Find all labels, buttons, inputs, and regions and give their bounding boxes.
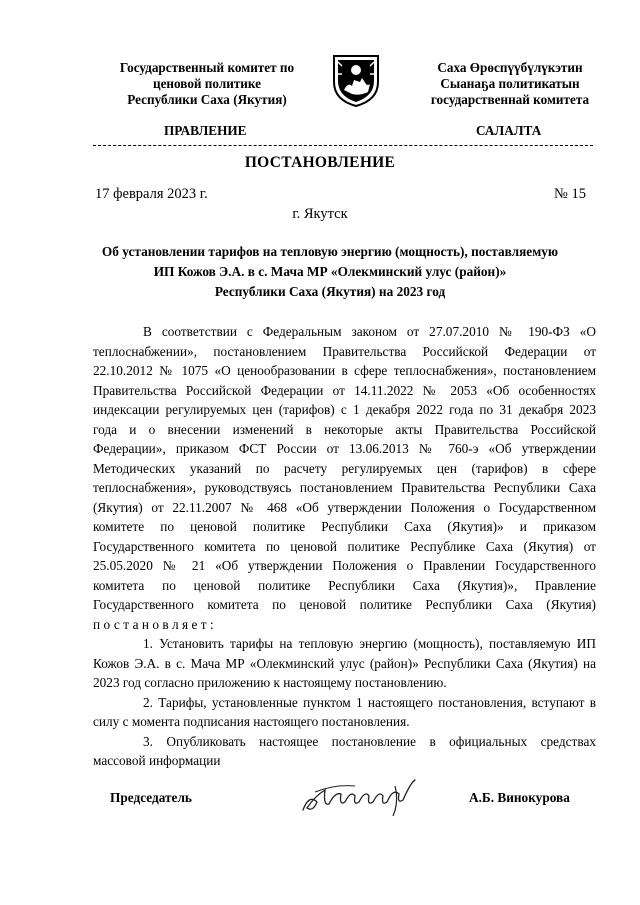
header-left-line: ценовой политике: [152, 76, 262, 91]
body-line: Государственного комитета по ценовой политике Республики Саха (Якутия): [93, 597, 596, 612]
header-right-org: [420, 60, 600, 108]
body-line: Методических указаний по расчету регулируемых цен (тарифов) в сфере: [93, 460, 596, 476]
document-body: [93, 322, 596, 771]
document-number: № 15: [554, 186, 586, 202]
body-line: Государственного комитета по ценовой политике Республике Саха (Якутия) от: [93, 538, 596, 554]
header-left-org: [104, 60, 310, 108]
body-line: комитета по ценовой политике Республики Саха (Якутия)», Правление: [93, 577, 596, 593]
header-right-line: государственнай комитета: [430, 92, 590, 107]
body-line: 25.05.2020 № 21 «Об утверждении Положения о Правлении Государственного: [93, 558, 596, 573]
body-line: 3. Опубликовать настоящее постановление в официальных средствах: [143, 733, 596, 749]
signatory-role: Председатель: [110, 790, 192, 805]
body-line: Кожов Э.А. в с. Мача МР «Олекминский улус (район)» Республики Саха (Якутия) на: [93, 655, 596, 671]
title-line: Республики Саха (Якутия) на 2023 год: [214, 284, 446, 299]
body-line: 22.10.2012 № 1075 «О ценообразовании в сфере теплоснабжения», постановлением: [93, 363, 596, 378]
body-line: теплоснабжении», постановлением Правительства Российской Федерации от: [93, 343, 596, 359]
body-line: индексации регулируемых цен (тарифов) с 1 декабря 2022 года по 31 декабря 2023: [93, 402, 596, 417]
handwritten-signature-icon: [295, 772, 425, 822]
department-label-ru: ПРАВЛЕНИЕ: [164, 123, 247, 138]
body-line: (Якутия) от 22.11.2007 № 468 «Об утверждении Положения о Государственном: [93, 499, 596, 515]
document-city: г. Якутск: [292, 206, 348, 222]
header-left-line: Государственный комитет по: [119, 60, 295, 75]
title-line: ИП Кожов Э.А. в с. Мача МР «Олекминский улус (район)»: [153, 264, 507, 279]
body-line: силу с момента подписания настоящего постановления.: [93, 714, 410, 729]
document-date: 17 февраля 2023 г.: [95, 186, 208, 202]
body-line: года и о внесении изменений в некоторые акты Правительства Российской: [93, 421, 596, 437]
header-right-line: Саха Өрөспүүбүлүкэтин: [437, 60, 583, 75]
body-line: 2. Тарифы, установленные пунктом 1 настоящего постановления, вступают в: [143, 694, 596, 710]
coat-of-arms-icon: [330, 52, 382, 108]
body-line: комитете по ценовой политике Республики Саха (Якутия)» и приказом: [93, 519, 596, 534]
body-line: Федерации», приказом ФСТ России от 13.06.2013 № 760-э «Об утверждении: [93, 441, 596, 456]
body-line: В соответствии с Федеральным законом от 27.07.2010 № 190-ФЗ «О: [143, 324, 596, 339]
header-left-line: Республики Саха (Якутия): [127, 92, 287, 107]
body-line: 1. Установить тарифы на тепловую энергию (мощность), поставляемую ИП: [143, 636, 596, 651]
department-label-sah: САЛАЛТА: [476, 123, 542, 138]
document-title: [60, 242, 600, 302]
body-line: Правительства Российской Федерации от 14.11.2022 № 2053 «Об особенностях: [93, 382, 596, 398]
body-line: 2023 год согласно приложению к настоящему постановлению.: [93, 675, 447, 690]
title-line: Об установлении тарифов на тепловую энергию (мощность), поставляемую: [101, 244, 559, 259]
header-divider: [93, 145, 593, 146]
body-line: теплоснабжения», руководствуясь постановлением Правительства Республики Саха: [93, 480, 596, 495]
document-type: ПОСТАНОВЛЕНИЕ: [244, 154, 396, 171]
body-line: массовой информации: [93, 753, 221, 768]
signatory-name: А.Б. Винокурова: [469, 790, 570, 805]
body-line-resolves: постановляет:: [93, 616, 218, 632]
header-right-line: Сыанаҕа политикатын: [440, 76, 580, 91]
